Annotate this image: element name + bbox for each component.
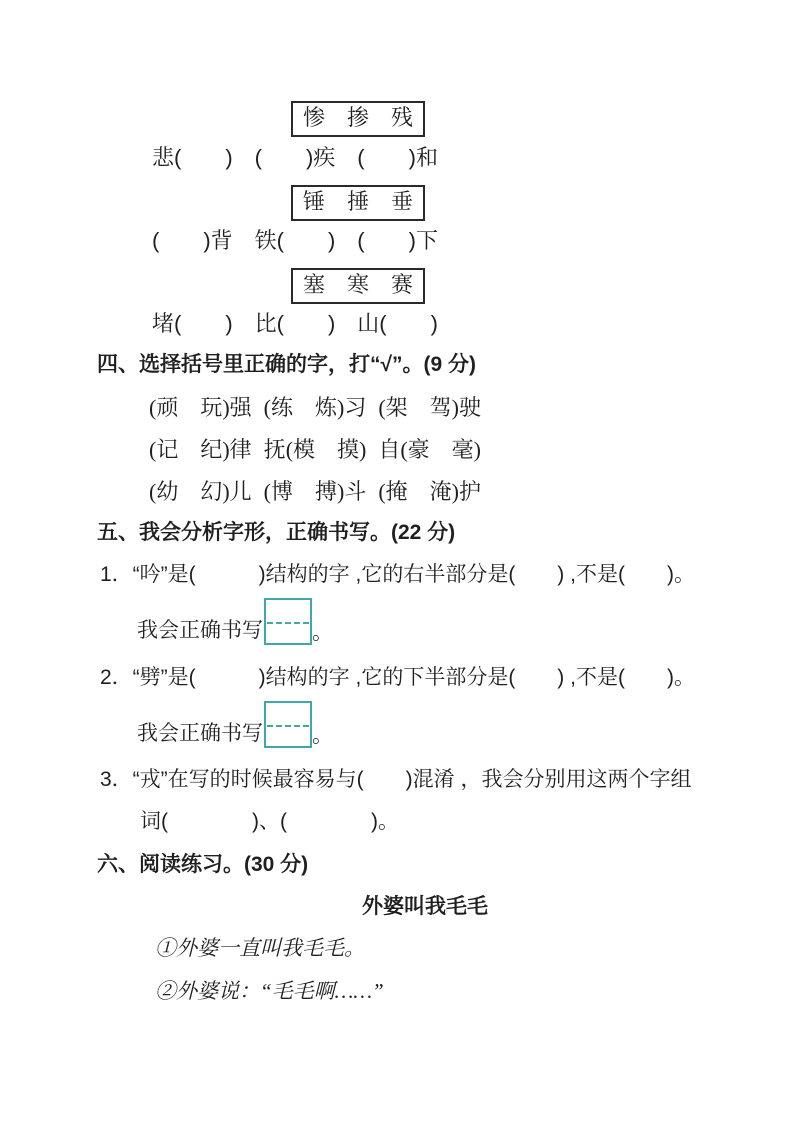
- fill-blank-line-1: 悲( ) ( )疾 ( )和: [152, 145, 438, 170]
- choice-options: (练 炼): [263, 395, 345, 420]
- question-item-3-line-2: 词( )、( )。: [140, 810, 399, 833]
- passage-paragraph-1: ①外婆一直叫我毛毛。: [155, 936, 365, 960]
- choice-pair: [149, 479, 252, 505]
- period-mark: 。: [312, 620, 333, 644]
- write-practice-label: 我会正确书写: [137, 618, 263, 642]
- section-five-header: 五、我会分析字形，正确书写。(22 分): [97, 521, 456, 544]
- choice-pre: 自: [378, 437, 401, 462]
- choice-options: (模 摸): [285, 437, 367, 462]
- choice-options: (博 搏): [263, 479, 345, 504]
- choice-options: (架 驾): [378, 395, 459, 420]
- section-four-row-3: [149, 479, 481, 505]
- writing-grid-box: [264, 598, 312, 645]
- choice-post: 儿: [229, 479, 252, 504]
- writing-grid-box: [264, 701, 312, 748]
- fill-blank-line-3: 堵( ) 比( ) 山( ): [152, 311, 438, 336]
- character-choice-box-3: 塞 寒 赛: [291, 268, 425, 304]
- choice-pre: 抚: [263, 437, 286, 462]
- fill-blank-line-2: ( )背 铁( ) ( )下: [152, 228, 438, 253]
- choice-options: (掩 淹): [378, 479, 459, 504]
- choice-options: (幼 幻): [149, 479, 230, 504]
- section-four-row-2: [149, 437, 481, 463]
- question-item-1: 1．“吟”是( )结构的字 ,它的右半部分是( ) ,不是( )。: [100, 563, 695, 586]
- section-four-row-1: [149, 395, 481, 421]
- choice-pair: [264, 395, 367, 421]
- character-choice-box-1: 惨 掺 残: [291, 101, 425, 137]
- dashed-midline: [267, 622, 309, 624]
- question-item-2: 2．“劈”是( )结构的字 ,它的下半部分是( ) ,不是( )。: [100, 666, 695, 689]
- question-item-3-line-1: 3．“戎”在写的时候最容易与( )混淆 ，我会分别用这两个字组: [100, 768, 692, 791]
- choice-pair: [378, 395, 481, 421]
- choice-options: (顽 玩): [149, 395, 230, 420]
- choice-pair: [264, 479, 367, 505]
- choice-options: (豪 毫): [400, 437, 482, 462]
- section-four-header: 四、选择括号里正确的字，打“√”。(9 分): [97, 353, 477, 376]
- choice-pair: [149, 395, 252, 421]
- passage-paragraph-2: ②外婆说：“毛毛啊……”: [155, 979, 384, 1003]
- write-practice-label: 我会正确书写: [137, 721, 263, 745]
- passage-title: 外婆叫我毛毛: [362, 895, 488, 918]
- choice-post: 斗: [344, 479, 367, 504]
- choice-post: 习: [344, 395, 367, 420]
- write-practice-row-1: [137, 598, 333, 645]
- choice-pair: [264, 437, 367, 463]
- choice-pair: [149, 437, 252, 463]
- choice-post: 律: [229, 437, 252, 462]
- write-practice-row-2: [137, 701, 333, 748]
- section-six-header: 六、阅读练习。(30 分): [97, 853, 309, 876]
- dashed-midline: [267, 725, 309, 727]
- choice-post: 强: [229, 395, 252, 420]
- choice-options: (记 纪): [149, 437, 230, 462]
- character-choice-box-2: 锤 捶 垂: [291, 185, 425, 221]
- period-mark: 。: [312, 723, 333, 747]
- choice-post: 护: [459, 479, 482, 504]
- choice-pair: [378, 479, 481, 505]
- choice-post: 驶: [459, 395, 482, 420]
- choice-pair: [378, 437, 481, 463]
